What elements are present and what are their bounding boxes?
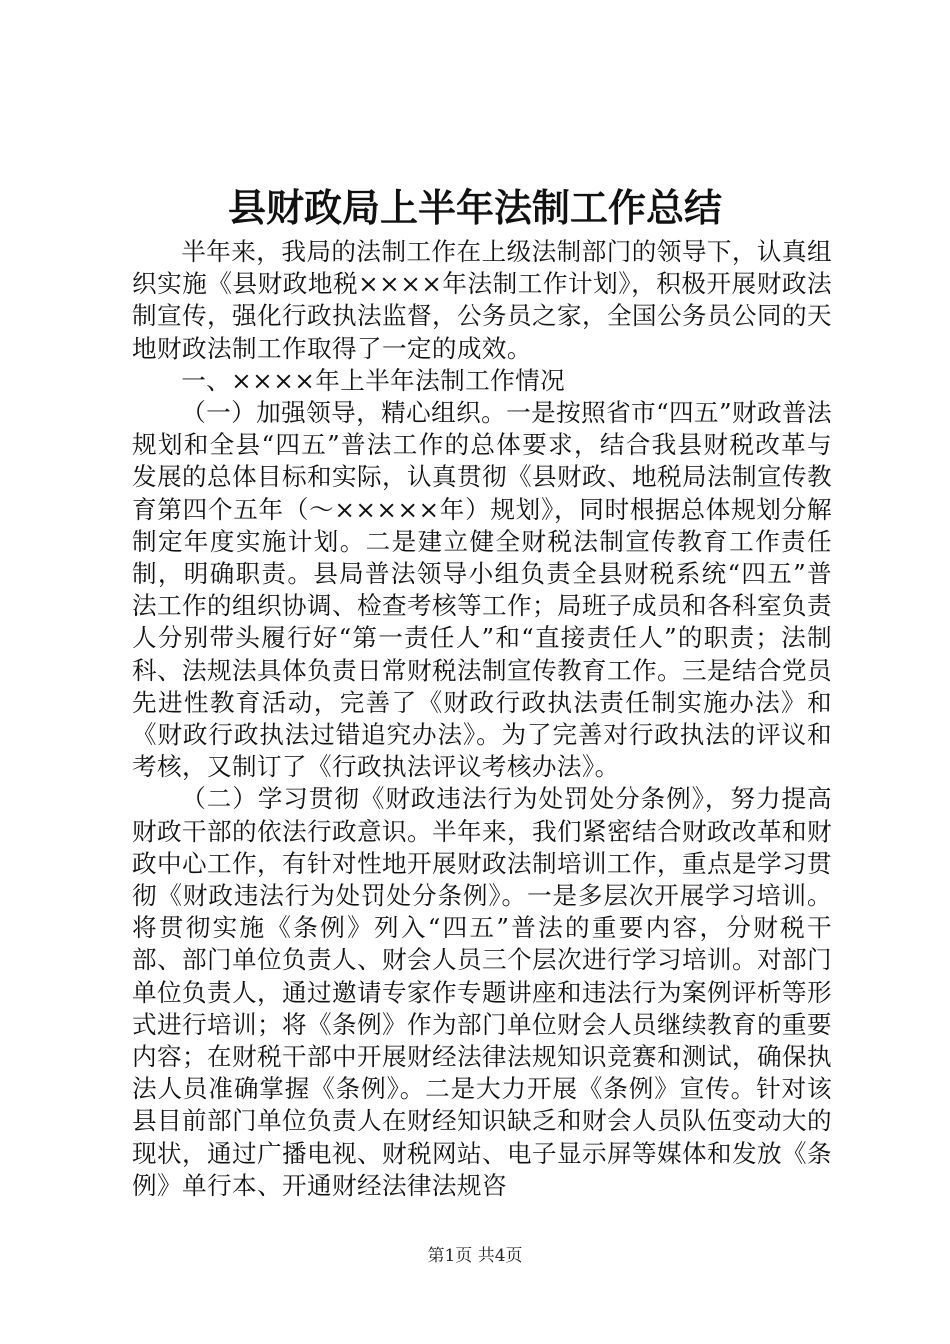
section-heading: 一、××××年上半年法制工作情况 [181,365,566,395]
document-body [132,236,832,1202]
page-number-footer: 第1页 共4页 [427,1246,523,1266]
paragraph-intro: 半年来，我局的法制工作在上级法制部门的领导下，认真组织实施《县财政地税××××年法制工作计划》，积极开展财政法制宣传，强化行政执法监督，公务员之家，全国公务员公同的天地财政法制工作取得了一定的成效。 [132,237,832,363]
paragraph-section-2: （二）学习贯彻《财政违法行为处罚处分条例》，努力提高财政干部的依法行政意识。半年来，我们紧密结合财政改革和财政中心工作，有针对性地开展财政法制培训工作，重点是学习贯彻《财政违法行为处罚处分条例》。一是多层次开展学习培训。将贯彻实施《条例》列入“四五”普法的重要内容，分财税干部、部门单位负责人、财会人员三个层次进行学习培训。对部门单位负责人，通过邀请专家作专题讲座和违法行为案例评析等形式进行培训；将《条例》作为部门单位财会人员继续教育的重要内容；在财税干部中开展财经法律法规知识竞赛和测试，确保执法人员准确掌握《条例》。二是大力开展《条例》宣传。针对该县目前部门单位负责人在财经知识缺乏和财会人员队伍变动大的现状，通过广播电视、财税网站、电子显示屏等媒体和发放《条例》单行本、开通财经法律法规咨 [132,784,832,1200]
document-title: 县财政局上半年法制工作总结 [227,185,722,230]
paragraph-section-1: （一）加强领导，精心组织。一是按照省市“四五”财政普法规划和全县“四五”普法工作的总体要求，结合我县财税改革与发展的总体目标和实际，认真贯彻《县财政、地税局法制宣传教育第四个五年（～×××××年）规划》，同时根据总体规划分解制定年度实施计划。二是建立健全财税法制宣传教育工作责任制，明确职责。县局普法领导小组负责全县财税系统“四五”普法工作的组织协调、检查考核等工作；局班子成员和各科室负责人分别带头履行好“第一责任人”和“直接责任人”的职责；法制科、法规法具体负责日常财税法制宣传教育工作。三是结合党员先进性教育活动，完善了《财政行政执法责任制实施办法》和《财政行政执法过错追究办法》。为了完善对行政执法的评议和考核，又制订了《行政执法评议考核办法》。 [132,398,832,782]
